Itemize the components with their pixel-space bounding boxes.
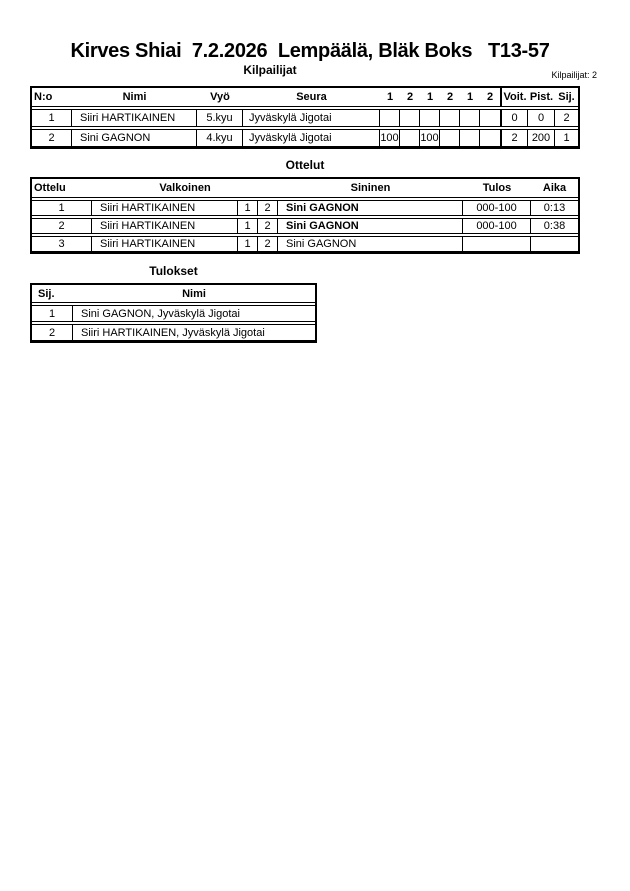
match-row — [32, 218, 578, 234]
cell-vyo: 4.kyu — [197, 130, 243, 146]
cell-score-3 — [420, 110, 440, 126]
results-header-row — [32, 285, 315, 303]
cell-voit: 0 — [500, 110, 528, 126]
cell-name: Sini GAGNON, Jyväskylä Jigotai — [81, 307, 240, 320]
col-header-voit: Voit. — [500, 88, 528, 106]
competitor-row — [32, 109, 578, 127]
col-header-score-6: 2 — [486, 91, 494, 103]
col-header-nimi: Nimi — [182, 287, 206, 300]
competitors-section-label: Kilpailijat — [243, 63, 297, 77]
cell-vyo: 5.kyu — [197, 110, 243, 126]
competitors-table — [30, 86, 580, 149]
cell-aika — [531, 237, 578, 251]
cell-score-4 — [440, 110, 460, 126]
col-header-aika: Aika — [542, 182, 567, 194]
cell-score-6 — [480, 130, 500, 146]
col-header-vyo: Vyö — [210, 91, 230, 103]
cell-valkoinen: Siiri HARTIKAINEN — [92, 201, 238, 215]
result-row — [32, 305, 315, 322]
competitor-row — [32, 129, 578, 147]
col-header-ottelu: Ottelu — [34, 182, 66, 194]
cell-score-1: 100 — [380, 132, 399, 144]
matches-section-title: Ottelut — [285, 158, 325, 172]
cell-name: Siiri HARTIKAINEN, Jyväskylä Jigotai — [81, 326, 265, 339]
cell-sininen: Sini GAGNON — [278, 219, 463, 233]
cell-corner-1: 1 — [238, 219, 258, 233]
cell-valkoinen: Siiri HARTIKAINEN — [92, 219, 238, 233]
cell-score-3: 100 — [420, 132, 439, 144]
cell-score-5 — [460, 130, 480, 146]
cell-voit: 2 — [500, 130, 528, 146]
cell-score-2 — [400, 110, 420, 126]
col-header-nimi: Nimi — [122, 91, 147, 103]
cell-nimi: Siiri HARTIKAINEN — [72, 110, 197, 126]
cell-corner-2: 2 — [258, 237, 278, 251]
cell-no: 1 — [32, 110, 72, 126]
cell-aika: 0:38 — [543, 220, 566, 232]
cell-corner-2: 2 — [258, 219, 278, 233]
cell-sininen: Sini GAGNON — [278, 201, 463, 215]
col-header-score-5: 1 — [466, 91, 474, 103]
cell-placement: 2 — [32, 325, 73, 340]
cell-score-6 — [480, 110, 500, 126]
cell-no: 2 — [32, 130, 72, 146]
cell-seura: Jyväskylä Jigotai — [243, 110, 380, 126]
matches-table — [30, 177, 580, 254]
col-header-score-4: 2 — [446, 91, 454, 103]
match-row — [32, 200, 578, 216]
col-header-sininen: Sininen — [350, 182, 391, 194]
page-title: Kirves Shiai 7.2.2026 Lempäälä, Bläk Boks T13-57 — [70, 40, 550, 62]
col-header-tulos: Tulos — [482, 182, 512, 194]
col-header-sij: Sij. — [558, 91, 575, 103]
matches-header-row — [32, 179, 578, 198]
cell-seura: Jyväskylä Jigotai — [243, 130, 380, 146]
cell-corner-1: 1 — [238, 201, 258, 215]
competitors-header-row — [32, 88, 578, 107]
cell-sij: 1 — [563, 132, 570, 144]
cell-corner-1: 1 — [238, 237, 258, 251]
match-row — [32, 236, 578, 252]
cell-valkoinen: Siiri HARTIKAINEN — [92, 237, 238, 251]
cell-tulos: 000-100 — [463, 219, 531, 233]
col-header-score-1: 1 — [386, 91, 394, 103]
result-row — [32, 324, 315, 341]
cell-tulos: 000-100 — [463, 201, 531, 215]
results-section-title: Tulokset — [149, 264, 198, 278]
cell-sininen: Sini GAGNON — [278, 237, 463, 251]
cell-sij: 2 — [563, 112, 570, 124]
col-header-valkoinen: Valkoinen — [159, 182, 211, 194]
cell-match-no: 2 — [32, 219, 92, 233]
cell-nimi: Sini GAGNON — [72, 130, 197, 146]
cell-match-no: 3 — [32, 237, 92, 251]
cell-aika: 0:13 — [543, 202, 566, 214]
cell-match-no: 1 — [32, 201, 92, 215]
cell-pist: 200 — [528, 130, 555, 146]
cell-placement: 1 — [32, 306, 73, 321]
col-header-sij: Sij. — [38, 287, 55, 300]
cell-score-4 — [440, 130, 460, 146]
col-header-seura: Seura — [296, 91, 327, 103]
col-header-pist: Pist. — [529, 91, 554, 103]
cell-score-1 — [380, 110, 400, 126]
cell-score-2 — [400, 130, 420, 146]
competitor-count: Kilpailijat: 2 — [551, 70, 597, 80]
col-header-score-2: 2 — [406, 91, 414, 103]
cell-corner-2: 2 — [258, 201, 278, 215]
cell-pist: 0 — [528, 110, 555, 126]
cell-tulos — [463, 237, 531, 251]
col-header-score-3: 1 — [426, 91, 434, 103]
col-header-no: N:o — [34, 91, 53, 103]
cell-score-5 — [460, 110, 480, 126]
results-table — [30, 283, 317, 343]
